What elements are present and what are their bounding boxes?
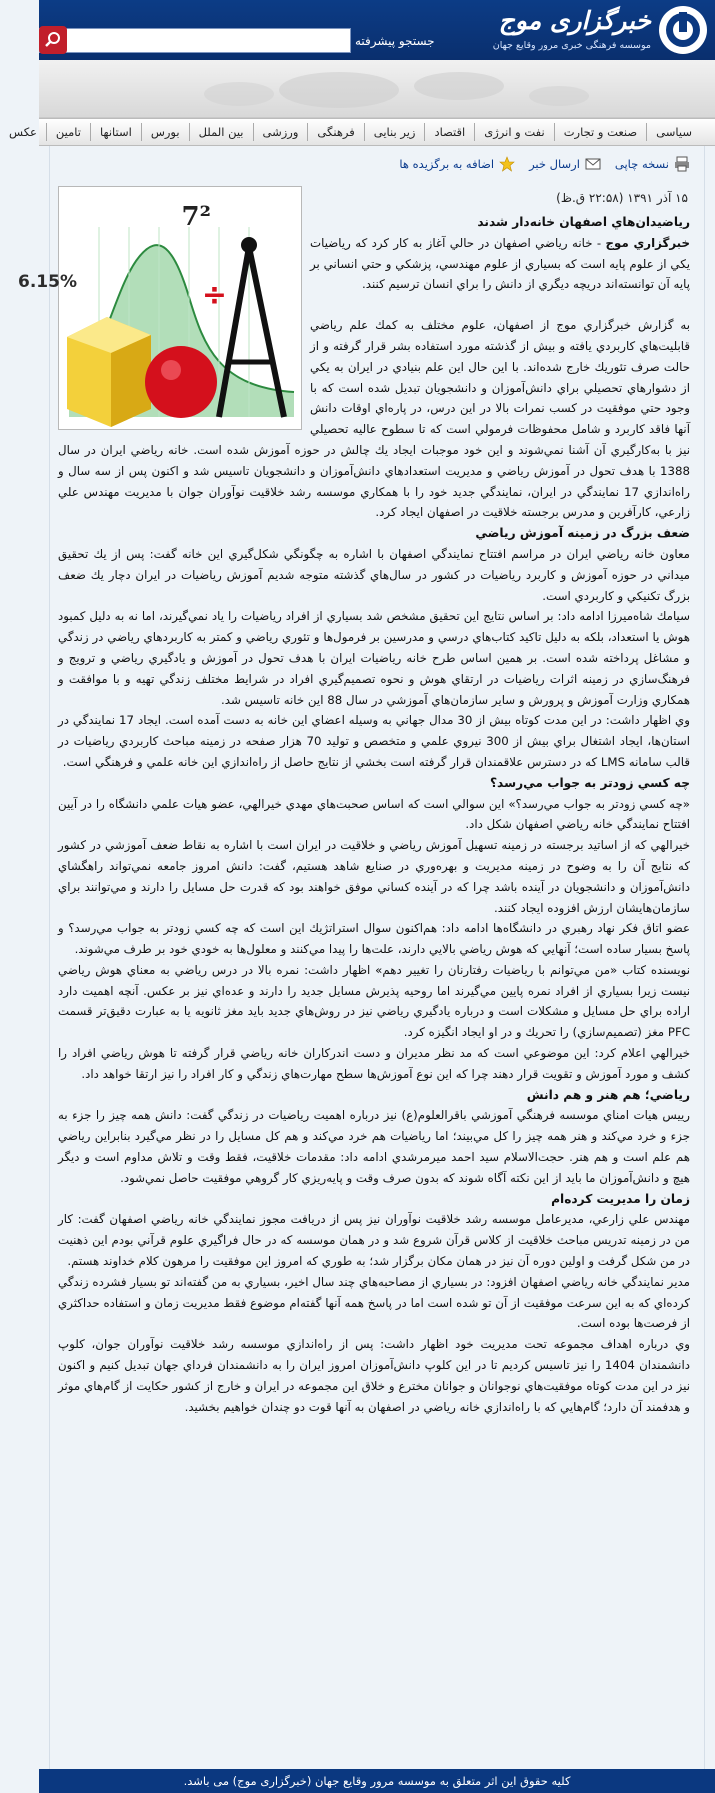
search-button[interactable]	[39, 26, 67, 54]
article-title: رياضيدان‌هاي اصفهان خانه‌دار شدند	[477, 215, 690, 229]
search-input[interactable]	[39, 28, 351, 53]
section-title-3: رياضي؛ هم هنر و هم دانش	[526, 1087, 690, 1102]
article-paragraph: به گزارش خبرگزاري موج از اصفهان، علوم مختلف به كمك علم رياضي قابليت‌هاي كاربردي يافته و بيش از گذشته مورد استفاده بشر قرار گرفته و از حالت صرف تئوريك خارج شده‌اند. با اين حال اين علم بنيادي در ايران به يكي از دشوارهاي تحصيلي براي دانش‌آموزان و دانشجويان تبديل شده است كه با وجود حتي موفقيت در كسب نمرات بالا در اين درس، در پاره‌اي اوقات دانش آنها فاقد كاربرد و شامل محفوظات فرمولي است كه تا سطوح عاليه تحصيلي نيز با به‌كارگيري آن آشنا نمي‌شوند و اين خود موجبات ايجاد يك چالش در حوزه آموزش شده است. خانه رياضي ايران در سال 1388 با هدف تحول در آموزش رياضي و مديريت استعدادهاي دانش‌آموزان و دانشجويان تاسيس شد و اكنون پس از سه سال و راه‌اندازي 17 نمايندگي در ايران، نمايندگي جديد خود را با همكاري موسسه رشد خلاقيت نوآوران جوان با مديريت مهندس علي زارعي، كارآفرين و مدرس برجسته خلاقيت در اصفهان ايجاد كرد.	[58, 318, 691, 520]
nav-item-photo[interactable]: عکس	[9, 125, 37, 139]
world-map-watermark-icon	[39, 60, 715, 118]
send-news-button[interactable]	[529, 156, 601, 172]
article-paragraph: عضو اتاق فكر نهاد رهبري در دانشگاه‌ها ادامه داد: هم‌اكنون سوال استراتژيك اين است كه چه كسي زودتر به جواب مي‌رسد؟ و پاسخ بسيار ساده است؛ آنهايي كه هوش رياضي بالايي دارند، علت‌ها را پيدا مي‌كنند و معلول‌ها به خودي خود بر طرف مي‌شوند.	[58, 921, 690, 957]
logo-subtitle: موسسه فرهنگی خبری مرور وقایع جهان	[492, 40, 651, 51]
nav-item-infrastructure[interactable]: زیر بنایی	[364, 123, 425, 141]
article-paragraph: سيامك شاه‌ميرزا ادامه داد: بر اساس نتايج اين تحقيق مشخص شد بسياري از افراد رياضيات را ياد نمي‌گيرند، اما نه به دليل كمبود هوش يا استعداد، بلكه به دليل تاكيد كتاب‌هاي درسي و مدرسين بر فرمول‌ها و تئوري رياضي و كمتر به كاربردهاي رياضي در زندگي و مشاغل پرداخته شده است. بر همين اساس طرح خانه رياضيات ايران با هدف تحول در آموزش و يادگيري رياضي و ترويج و فرهنگ‌سازي در زمينه اثرات رياضيات در ارتقاي هوش و نحوه تصميم‌گيري افراد در شرايط مختلف زندگي تهيه و با موافقت و همكاري وزارت آموزش و پرورش و ساير سازمان‌هاي آموزشي در سال 88 اين خانه تاسيس شد.	[58, 609, 690, 707]
nav-item-international[interactable]: بین الملل	[189, 123, 253, 141]
article-paragraph: «چه كسي زودتر به جواب مي‌رسد؟» اين سوالي است كه اساس صحبت‌هاي مهدي خيرالهي، عضو هيات علمي دانشگاه را در آيين افتتاح نمايندگي خانه رياضي اصفهان شكل داد.	[58, 796, 690, 832]
image-percent-label: 6.15%	[18, 272, 77, 292]
main-nav	[9, 118, 715, 146]
logo-mark-icon	[657, 4, 709, 56]
article-body	[58, 212, 690, 1417]
svg-text:÷: ÷	[201, 278, 227, 313]
article-paragraph: خيرالهي اعلام كرد: اين موضوعي است كه مد نظر مديران و دست اندركاران خانه رياضي قرار گرفته تا هوش رياضي افراد را كشف و مورد آموزش و تقويت قرار دهند چرا كه اين نوع آموزش‌ها سطح مهارت‌هاي زندگي و كار افراد را نيز ارتقا خواهد داد.	[58, 1046, 690, 1081]
section-title-1: ضعف بزرگ در زمينه آموزش رياضي	[475, 526, 690, 541]
nav-item-provinces[interactable]: استانها	[90, 123, 141, 141]
section-title-4: زمان را مديريت كرده‌ام	[551, 1191, 690, 1206]
add-favorite-button[interactable]	[399, 156, 515, 172]
nav-item-supply[interactable]: تامین	[46, 123, 90, 141]
logo-title: خبرگزاری موج	[498, 6, 651, 35]
section-title-2: چه كسي زودتر به جواب مي‌رسد؟	[489, 775, 690, 790]
printer-icon	[674, 156, 690, 172]
site-footer: کلیه حقوق این اثر متعلق به موسسه مرور وقایع جهان (خبرگزاری موج) می باشد.	[39, 1769, 715, 1793]
article-paragraph: نويسنده كتاب «من مي‌توانم با رياضيات رفتارنان را تغيير دهم» اظهار داشت: نمره بالا در درس رياضي به معناي هوش رياضي نيست زيرا بسياري از افراد نمره پايين مي‌گيرند اما روحيه پذيرش مسايل جديد را دارند و عده‌اي نيز بر عكس. آنچه اهميت دارد اراده براي حل مسايل و مشكلات است و درباره يادگيري رياضي نيز در روش‌هاي جديد بايد مغز ثانويه يا به عبارت دقيق‌تر قسمت PFC مغز (تصميم‌سازي) را تحريك و در او ايجاد انگيزه كرد.	[58, 962, 690, 1040]
star-icon	[499, 156, 515, 172]
site-logo[interactable]	[494, 4, 709, 56]
search-icon	[44, 31, 62, 49]
advanced-search-link[interactable]: جستجو پیشرفته	[355, 34, 435, 48]
article-toolbar	[385, 154, 690, 174]
article-paragraph: مدير نمايندگي خانه رياضي اصفهان افزود: در بسياري از مصاحبه‌هاي چند سال اخير، بسياري به من گفته‌اند تو بسيار فشرده زندگي كرده‌اي كه به اين سرعت موفقيت از آن تو شده است اما در پاسخ همه آنها گفته‌ام موضوع فقط مديريت زمان و استفاده حداكثري از فرصت‌ها بوده است.	[58, 1274, 690, 1331]
add-favorite-label: اضافه به برگزیده ها	[399, 157, 495, 171]
article-lead-text: - خانه رياضي اصفهان در حالي آغاز به كار كرد كه رياضيات يكي از علوم پايه است كه بسياري از علوم مهندسي، پزشكي و حتي انساني بر پايه آن توانسته‌اند دريچه ديگري از دانش را براي انسان ترسيم كنند.	[310, 235, 690, 292]
nav-item-culture[interactable]: فرهنگی	[307, 123, 363, 141]
nav-item-stock[interactable]: بورس	[141, 123, 189, 141]
page	[9, 0, 715, 1793]
nav-item-industry[interactable]: صنعت و تجارت	[554, 123, 646, 141]
nav-item-sports[interactable]: ورزشی	[253, 123, 308, 141]
envelope-icon	[585, 156, 601, 172]
print-label: نسخه چاپی	[614, 157, 669, 171]
article-paragraph: وي درباره اهداف مجموعه تحت مديريت خود اظهار داشت: پس از راه‌اندازي موسسه رشد خلاقيت نوآوران جوان، كلوپ دانشمندان 1404 را نيز تاسيس كرديم تا در اين كلوپ دانش‌آموزان امروز ايران را به دانشمندان فرداي جهان تبديل كنيم و اكنون نيز در اين مدت كوتاه موفقيت‌هاي نوجوانان و جوانان مخترع و خلاق اين مجموعه در ايران و خارج از كشور حكايت از گام‌هاي موثر و هدفمند آن دارد؛ گام‌هايي كه با راه‌اندازي خانه رياضي در اصفهان به آنها قوت دو چندان خواهيم بخشيد.	[58, 1337, 690, 1414]
article-date: ۱۵ آذر ۱۳۹۱ (۲۲:۵۸ ق.ظ)	[556, 191, 688, 205]
article-container	[18, 146, 705, 1769]
article-paragraph: خيرالهي كه از اساتيد برجسته در زمينه تسهيل آموزش رياضي و خلاقيت در ايران است با اشاره به نقاط ضعف آموزشي در كشور كه نتايج آن را به وضوح در زمينه مديريت و بهره‌وري در صنايع شاهد هستيم، گفت: دانش امروز جامعه نمي‌تواند راهگشاي دانش‌آموزان و دانشجويان در آينده باشد چرا كه در آينده كساني موفق خواهند بود كه قدرت حل مسايل را دارند و مي‌توانند براي سازمان‌هايشان ارزش افزوده ايجاد كنند.	[58, 838, 690, 915]
article-lead-source: خبرگزاري موج	[605, 235, 691, 250]
print-button[interactable]	[615, 156, 690, 172]
nav-item-politics[interactable]: سیاسی	[646, 123, 701, 141]
article-paragraph: وي اظهار داشت: در اين مدت كوتاه بيش از 30 مدال جهاني به وسيله اعضاي اين خانه به دست آمده است. ايجاد 17 نمايندگي در استان‌ها، ايجاد اشتغال براي بيش از 300 نيروي علمي و متخصص و توليد 70 هزار صفحه در زمينه مباحث كاربردي رياضيات در قالب سامانه LMS كه در دسترس علاقمندان قرار گرفته است بخشي از نتايج حاصل از راه‌اندازي اين خانه علمي و فرهنگي است.	[58, 713, 690, 769]
article-paragraph: معاون خانه رياضي ايران در مراسم افتتاح نمايندگي اصفهان با اشاره به چگونگي شكل‌گيري اين خانه گفت: پس از يك تحقيق ميداني در حوزه آموزش و كاربرد رياضيات در كشور در سال‌هاي گذشته متوجه شديم آموزش رياضيات در ايران دچار يك ضعف بزرگ تكنيكي و كاربردي است.	[58, 546, 690, 603]
article-paragraph: مهندس علي زارعي، مديرعامل موسسه رشد خلاقيت نوآوران نيز پس از دريافت مجوز نمايندگي خانه رياضي اصفهان گفت: كار من در زمينه تدريس مباحث خلاقيت از كلاس قرآن شروع شد و در همان موسسه كه در حال فراگيري علوم قرآني بودم اين ذهنيت در من شكل گرفت و اولين دوره آن نيز در همان مكان برگزار شد؛ به طوري كه امروز اين موفقيت را مرهون كلام خداوند هستم.	[58, 1212, 690, 1269]
article-paragraph: رييس هيات امناي موسسه فرهنگي آموزشي باقرالعلوم(ع) نيز درباره اهميت رياضيات در زندگي گفت: دانش همه چيز را جزء به جزء و خرد مي‌كند و هنر همه چيز را كل مي‌بيند؛ اما رياضيات هم خرد مي‌كند و هم كل مسايل را در نظر مي‌گيرد بنابراين رياضي هم علم است و هم هنر. حجت‌الاسلام سيد احمد ميرمرشدي ادامه داد: مقدمات خلاقيت، فقط وقت و تلاش مداوم است و ديگر هيچ و دانش‌آموزان ما بايد از اين نكته آگاه شوند كه بدون صرف وقت و پايه‌ريزي كار گروهي موفقيت حاصل نمي‌شود.	[58, 1108, 690, 1185]
send-news-label: ارسال خبر	[529, 157, 580, 171]
nav-item-economy[interactable]: اقتصاد	[424, 123, 474, 141]
site-header	[39, 0, 715, 60]
header-banner	[39, 60, 715, 118]
image-power-label: 7²	[181, 202, 211, 232]
nav-item-oil-energy[interactable]: نفت و انرژی	[474, 123, 553, 141]
